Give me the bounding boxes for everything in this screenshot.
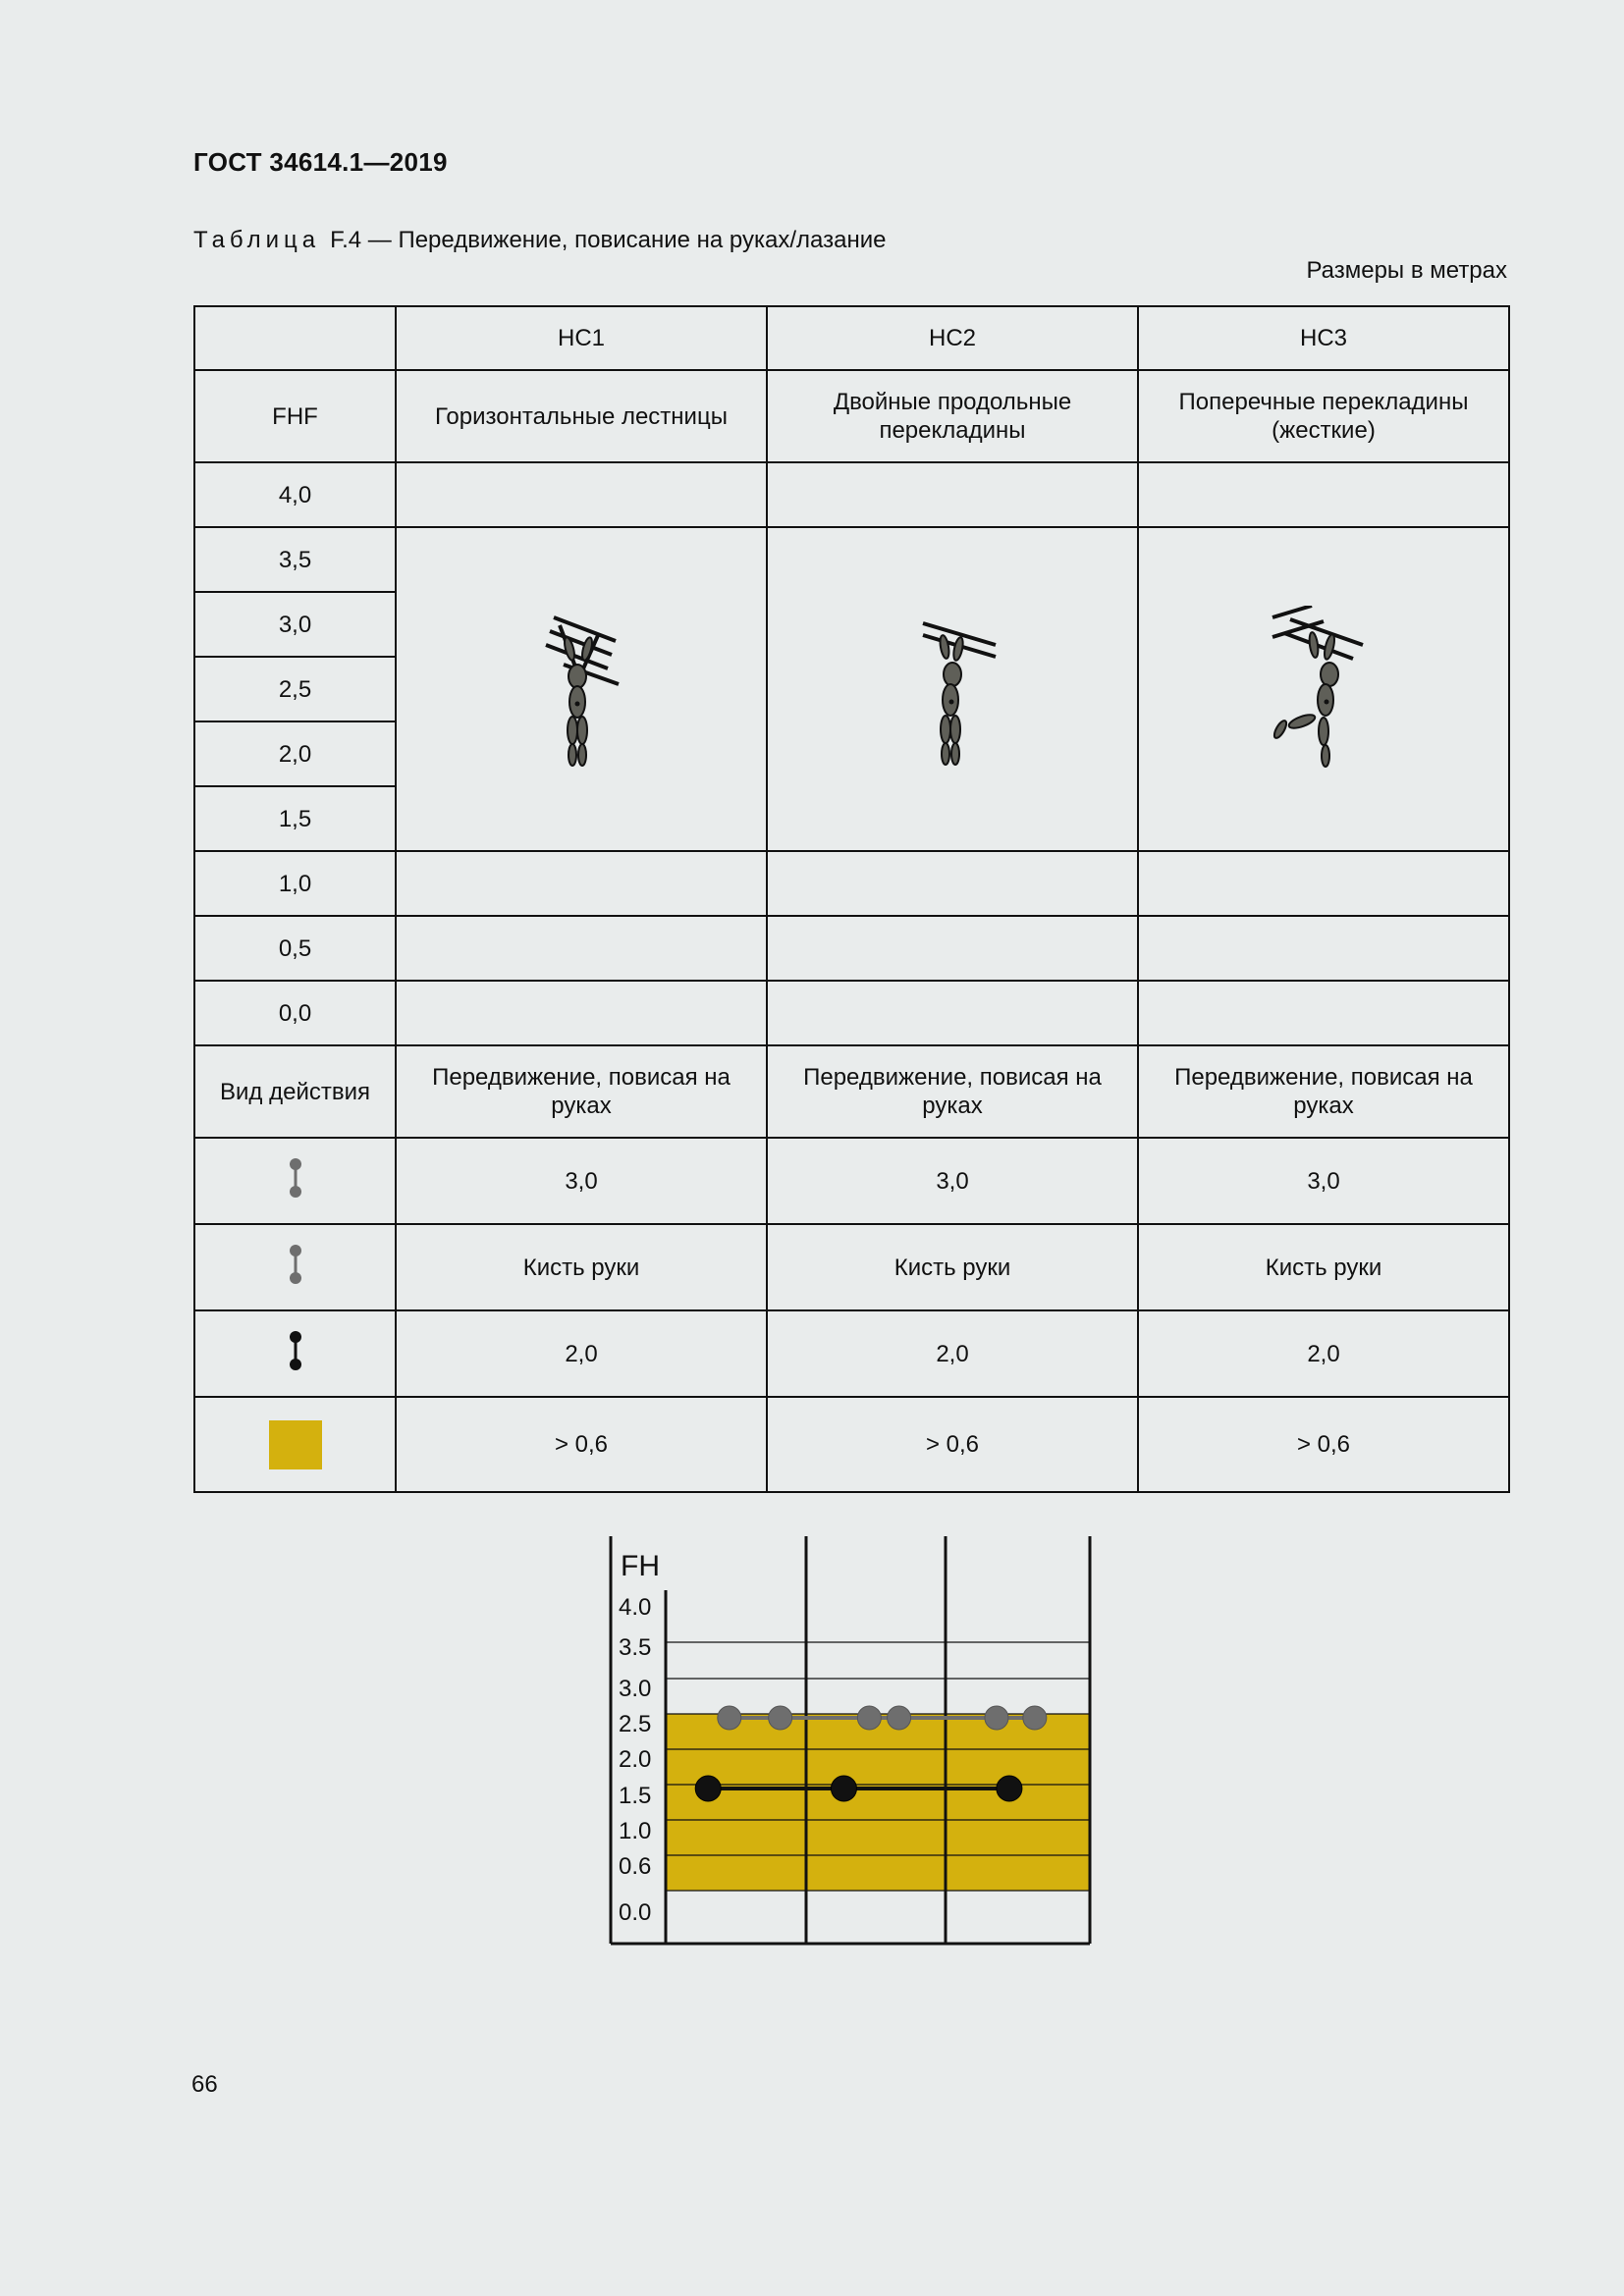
activity-table — [193, 305, 1510, 1493]
value-cell: 3,0 — [1138, 1138, 1509, 1224]
fhf-level: 0,0 — [194, 981, 396, 1045]
empty-cell — [396, 916, 767, 981]
value-cell: 3,0 — [767, 1138, 1138, 1224]
series-point — [718, 1706, 741, 1730]
value-cell: 2,0 — [396, 1310, 767, 1397]
empty-cell — [1138, 851, 1509, 916]
symbol-cell — [194, 1138, 396, 1224]
yellow-square-icon — [269, 1420, 322, 1469]
value-cell: 2,0 — [767, 1310, 1138, 1397]
empty-cell — [1138, 981, 1509, 1045]
y-tick-label: 1.0 — [619, 1818, 652, 1844]
chart-title: FH — [621, 1550, 660, 1582]
empty-cell — [1138, 462, 1509, 527]
series-point — [831, 1776, 856, 1801]
black-dumbbell-icon — [286, 1329, 305, 1372]
chart-shaded-zone — [666, 1714, 1090, 1891]
chart-y-ticks — [619, 1594, 651, 1926]
fhf-level: 1,0 — [194, 851, 396, 916]
empty-cell — [1138, 916, 1509, 981]
series-point — [1023, 1706, 1047, 1730]
y-tick-label: 3.5 — [619, 1634, 652, 1661]
column-description: Поперечные перекладины (жесткие) — [1138, 370, 1509, 462]
fhf-row — [194, 462, 1509, 527]
series-point — [769, 1706, 792, 1730]
column-header: HC2 — [767, 306, 1138, 370]
value-cell: > 0,6 — [396, 1397, 767, 1492]
symbol-cell — [194, 1397, 396, 1492]
series-point — [997, 1776, 1022, 1801]
symbol-row — [194, 1138, 1509, 1224]
value-cell: > 0,6 — [1138, 1397, 1509, 1492]
action-row — [194, 1045, 1509, 1138]
fhf-level: 2,5 — [194, 657, 396, 721]
fhf-level: 3,0 — [194, 592, 396, 657]
fhf-level: 1,5 — [194, 786, 396, 851]
document-code: ГОСТ 34614.1—2019 — [193, 147, 448, 177]
value-cell: 3,0 — [396, 1138, 767, 1224]
fhf-row — [194, 527, 1509, 592]
column-description: Горизонтальные лестницы — [396, 370, 767, 462]
y-tick-label: 0.6 — [619, 1853, 652, 1880]
swinging-figure-icon — [1255, 606, 1392, 773]
fhf-level: 2,0 — [194, 721, 396, 786]
symbol-cell — [194, 1310, 396, 1397]
y-tick-label: 1.5 — [619, 1783, 652, 1809]
y-tick-label: 4.0 — [619, 1594, 652, 1621]
series-point — [985, 1706, 1008, 1730]
figure-cell-hc1 — [396, 527, 767, 851]
symbol-cell — [194, 1224, 396, 1310]
value-cell: 2,0 — [1138, 1310, 1509, 1397]
series-point — [695, 1776, 721, 1801]
empty-cell — [396, 462, 767, 527]
fh-chart — [589, 1531, 1100, 1953]
table-caption-prefix: Таблица — [193, 227, 321, 253]
figure-cell-hc3 — [1138, 527, 1509, 851]
corner-cell — [194, 306, 396, 370]
empty-cell — [767, 462, 1138, 527]
y-tick-label: 2.5 — [619, 1711, 652, 1737]
empty-cell — [767, 851, 1138, 916]
column-header: HC3 — [1138, 306, 1509, 370]
hanging-figure-icon — [893, 606, 1011, 773]
fhf-level: 0,5 — [194, 916, 396, 981]
value-cell: Кисть руки — [396, 1224, 767, 1310]
series-point — [888, 1706, 911, 1730]
value-cell: > 0,6 — [767, 1397, 1138, 1492]
table-caption-text: F.4 — Передвижение, повисание на руках/лазание — [330, 227, 887, 253]
fhf-row — [194, 851, 1509, 916]
grey-dumbbell-icon — [286, 1243, 305, 1286]
fhf-level: 3,5 — [194, 527, 396, 592]
table-caption — [193, 227, 887, 254]
color-row — [194, 1397, 1509, 1492]
table-header-row — [194, 306, 1509, 370]
series-point — [857, 1706, 881, 1730]
empty-cell — [396, 981, 767, 1045]
grey-dumbbell-icon — [286, 1156, 305, 1200]
fhf-level: 4,0 — [194, 462, 396, 527]
action-value: Передвижение, повисая на руках — [767, 1045, 1138, 1138]
column-header: HC1 — [396, 306, 767, 370]
empty-cell — [767, 916, 1138, 981]
page-number: 66 — [191, 2071, 218, 2098]
action-label: Вид действия — [194, 1045, 396, 1138]
fhf-row — [194, 981, 1509, 1045]
fhf-row — [194, 916, 1509, 981]
empty-cell — [767, 981, 1138, 1045]
hanging-figure-icon — [522, 606, 640, 773]
action-value: Передвижение, повисая на руках — [396, 1045, 767, 1138]
symbol-row — [194, 1224, 1509, 1310]
shaded-zone-rect — [666, 1714, 1090, 1891]
figure-cell-hc2 — [767, 527, 1138, 851]
description-row — [194, 370, 1509, 462]
column-description: Двойные продольные перекладины — [767, 370, 1138, 462]
y-tick-label: 0.0 — [619, 1899, 652, 1926]
y-tick-label: 3.0 — [619, 1676, 652, 1702]
action-value: Передвижение, повисая на руках — [1138, 1045, 1509, 1138]
y-tick-label: 2.0 — [619, 1746, 652, 1773]
value-cell: Кисть руки — [767, 1224, 1138, 1310]
empty-cell — [396, 851, 767, 916]
symbol-row — [194, 1310, 1509, 1397]
fhf-label: FHF — [194, 370, 396, 462]
value-cell: Кисть руки — [1138, 1224, 1509, 1310]
units-note: Размеры в метрах — [1306, 257, 1507, 284]
